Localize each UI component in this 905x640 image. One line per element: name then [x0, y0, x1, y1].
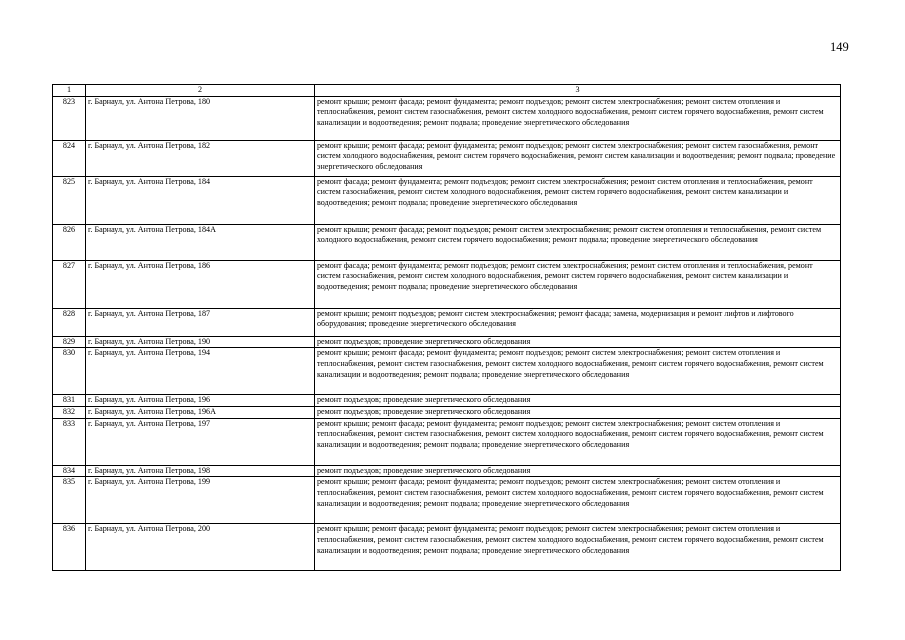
- works-cell: ремонт крыши; ремонт фасада; ремонт фундамента; ремонт подъездов; ремонт систем электроснабжения; ремонт систем отопления и теплоснабжения, ремонт систем газоснабжения, ремонт систем холодного водоснабжения, ремонт систем горячего водоснабжения, ремонт систем канализации и водоотведения; ремонт подвала; проведение энергетического обследования: [315, 477, 841, 524]
- works-cell: ремонт крыши; ремонт фасада; ремонт фундамента; ремонт подъездов; ремонт систем электроснабжения; ремонт систем отопления и теплоснабжения, ремонт систем газоснабжения, ремонт систем холодного водоснабжения, ремонт систем горячего водоснабжения, ремонт систем канализации и водоотведения; ремонт подвала; проведение энергетического обследования: [315, 418, 841, 465]
- table-row: [53, 176, 841, 224]
- address-cell: г. Барнаул, ул. Антона Петрова, 197: [86, 418, 315, 465]
- row-number-cell: 826: [53, 224, 86, 260]
- table-row: [53, 308, 841, 336]
- table-row: [53, 348, 841, 395]
- address-cell: г. Барнаул, ул. Антона Петрова, 196А: [86, 407, 315, 419]
- address-cell: г. Барнаул, ул. Антона Петрова, 194: [86, 348, 315, 395]
- row-number-cell: 833: [53, 418, 86, 465]
- address-cell: г. Барнаул, ул. Антона Петрова, 187: [86, 308, 315, 336]
- address-cell: г. Барнаул, ул. Антона Петрова, 180: [86, 96, 315, 140]
- row-number-cell: 823: [53, 96, 86, 140]
- address-cell: г. Барнаул, ул. Антона Петрова, 186: [86, 260, 315, 308]
- works-cell: ремонт подъездов; проведение энергетического обследования: [315, 336, 841, 348]
- table-row: [53, 524, 841, 571]
- page-number: 149: [830, 40, 849, 54]
- works-cell: ремонт фасада; ремонт фундамента; ремонт подъездов; ремонт систем электроснабжения; ремонт систем отопления и теплоснабжения, ремонт систем газоснабжения, ремонт систем холодного водоснабжения, ремонт систем горячего водоснабжения, ремонт систем канализации и водоотведения; ремонт подвала; проведение энергетического обследования: [315, 176, 841, 224]
- works-cell: ремонт крыши; ремонт фасада; ремонт фундамента; ремонт подъездов; ремонт систем электроснабжения; ремонт систем отопления и теплоснабжения, ремонт систем газоснабжения, ремонт систем холодного водоснабжения, ремонт систем горячего водоснабжения, ремонт систем канализации и водоотведения; ремонт подвала; проведение энергетического обследования: [315, 96, 841, 140]
- table-row: [53, 418, 841, 465]
- row-number-cell: 828: [53, 308, 86, 336]
- table-row: [53, 96, 841, 140]
- row-number-cell: 831: [53, 395, 86, 407]
- works-cell: ремонт крыши; ремонт фасада; ремонт фундамента; ремонт подъездов; ремонт систем электроснабжения; ремонт систем отопления и теплоснабжения, ремонт систем газоснабжения, ремонт систем холодного водоснабжения, ремонт систем горячего водоснабжения, ремонт систем канализации и водоотведения; ремонт подвала; проведение энергетического обследования: [315, 524, 841, 571]
- address-cell: г. Барнаул, ул. Антона Петрова, 184: [86, 176, 315, 224]
- row-number-cell: 836: [53, 524, 86, 571]
- address-cell: г. Барнаул, ул. Антона Петрова, 196: [86, 395, 315, 407]
- row-number-cell: 832: [53, 407, 86, 419]
- works-cell: ремонт подъездов; проведение энергетического обследования: [315, 465, 841, 477]
- column-header-works: 3: [315, 85, 841, 97]
- registry-table: [52, 84, 841, 571]
- row-number-cell: 825: [53, 176, 86, 224]
- row-number-cell: 827: [53, 260, 86, 308]
- table-row: [53, 140, 841, 176]
- table-row: [53, 224, 841, 260]
- works-cell: ремонт крыши; ремонт подъездов; ремонт систем электроснабжения; ремонт фасада; замена, модернизация и ремонт лифтов и лифтового оборудования; проведение энергетического обследования: [315, 308, 841, 336]
- works-cell: ремонт крыши; ремонт фасада; ремонт подъездов; ремонт систем электроснабжения; ремонт систем отопления и теплоснабжения, ремонт систем холодного водоснабжения, ремонт систем горячего водоснабжения; ремонт подвала; проведение энергетического обследования: [315, 224, 841, 260]
- address-cell: г. Барнаул, ул. Антона Петрова, 200: [86, 524, 315, 571]
- works-cell: ремонт крыши; ремонт фасада; ремонт фундамента; ремонт подъездов; ремонт систем электроснабжения; ремонт систем газоснабжения, ремонт систем холодного водоснабжения, ремонт систем горячего водоснабжения, ремонт систем канализации и водоотведения; ремонт подвала; проведение энергетического обследования: [315, 140, 841, 176]
- table-row: [53, 407, 841, 419]
- row-number-cell: 829: [53, 336, 86, 348]
- address-cell: г. Барнаул, ул. Антона Петрова, 184А: [86, 224, 315, 260]
- address-cell: г. Барнаул, ул. Антона Петрова, 182: [86, 140, 315, 176]
- row-number-cell: 834: [53, 465, 86, 477]
- address-cell: г. Барнаул, ул. Антона Петрова, 199: [86, 477, 315, 524]
- table-row: [53, 477, 841, 524]
- works-cell: ремонт крыши; ремонт фасада; ремонт фундамента; ремонт подъездов; ремонт систем электроснабжения; ремонт систем отопления и теплоснабжения, ремонт систем газоснабжения, ремонт систем холодного водоснабжения, ремонт систем горячего водоснабжения, ремонт систем канализации и водоотведения; ремонт подвала; проведение энергетического обследования: [315, 348, 841, 395]
- row-number-cell: 835: [53, 477, 86, 524]
- table-row: [53, 395, 841, 407]
- table-header-row: [53, 85, 841, 97]
- address-cell: г. Барнаул, ул. Антона Петрова, 190: [86, 336, 315, 348]
- table-row: [53, 260, 841, 308]
- works-cell: ремонт подъездов; проведение энергетического обследования: [315, 407, 841, 419]
- column-header-address: 2: [86, 85, 315, 97]
- row-number-cell: 824: [53, 140, 86, 176]
- address-cell: г. Барнаул, ул. Антона Петрова, 198: [86, 465, 315, 477]
- table-row: [53, 336, 841, 348]
- table-row: [53, 465, 841, 477]
- row-number-cell: 830: [53, 348, 86, 395]
- works-cell: ремонт фасада; ремонт фундамента; ремонт подъездов; ремонт систем электроснабжения; ремонт систем отопления и теплоснабжения, ремонт систем газоснабжения, ремонт систем холодного водоснабжения, ремонт систем горячего водоснабжения, ремонт систем канализации и водоотведения; ремонт подвала; проведение энергетического обследования: [315, 260, 841, 308]
- works-cell: ремонт подъездов; проведение энергетического обследования: [315, 395, 841, 407]
- column-header-number: 1: [53, 85, 86, 97]
